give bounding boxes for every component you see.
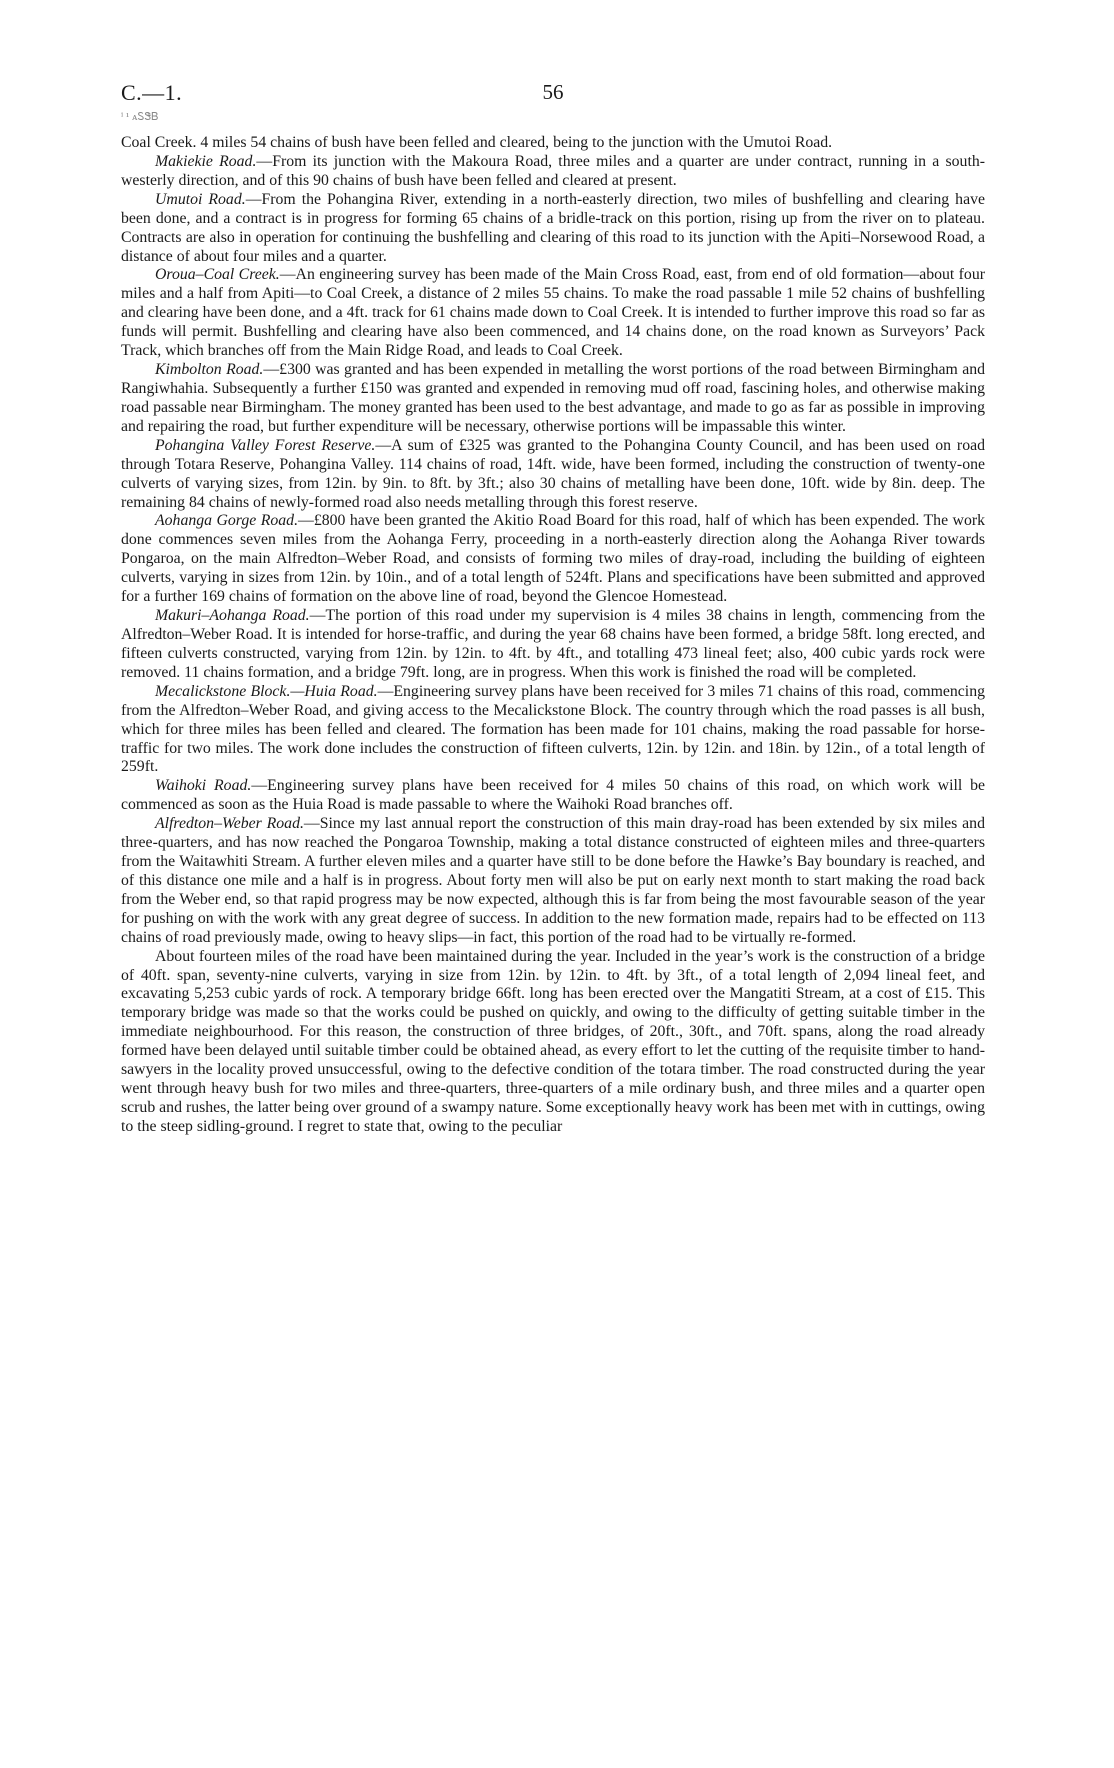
paragraph-title: Waihoki Road. <box>155 777 252 795</box>
paragraph-text: —The portion of this road under my supervision is 4 miles 38 chains in length, commencing from the Alfredton–Weber Road. It is intended for horse-traffic, and during the year 68 chains have been formed, a bridge 58ft. long erected, and fifteen culverts constructed, varying from 12in. by 12in. to 4ft. by 4ft., and totalling 473 lineal feet; also, 400 cubic yards rock were removed. 11 chains formation, and a bridge 79ft. long, are in progress. When this work is finished the road will be completed. <box>121 607 986 681</box>
paragraph-text: —Engineering survey plans have been received for 3 miles 71 chains of this road, commencing from the Alfredton–Weber Road, and giving access to the Mecalickstone Block. The country through which the road passes is all bush, which for three miles has been felled and cleared. The formation has been made for 101 chains, making the road passable for horse-traffic for two miles. The work done includes the construction of fifteen culverts, 12in. by 12in. and 18in. by 12in., of a total length of 259ft. <box>121 682 985 776</box>
paragraph-waihoki-road <box>121 777 985 815</box>
paragraph-text: —£300 was granted and has been expended in metalling the worst portions of the road between Birmingham and Rangiwhahia. Subsequently a further £150 was granted and expended in removing mud off road, fascining holes, and otherwise making road passable near Birmingham. The money granted has been used to the best advantage, and made to go as far as possible in improving and repairing the road, but further expenditure will be necessary, otherwise portions will be impassable this winter. <box>121 361 986 435</box>
paragraph-text: —From its junction with the Makoura Road, three miles and a quarter are under contract, running in a south-westerly direction, and of this 90 chains of bush have been felled and cleared at present. <box>121 152 986 189</box>
page-number: 56 <box>542 80 564 104</box>
paragraph-title: Pohangina Valley Forest Reserve. <box>155 436 376 454</box>
paragraph-title: Umutoi Road. <box>155 190 246 208</box>
paragraph-title: Makuri–Aohanga Road. <box>155 607 310 625</box>
document-body <box>121 134 985 1137</box>
paragraph-makiekie-road <box>121 153 985 191</box>
paragraph-kimbolton-road <box>121 361 985 437</box>
paragraph-makuri-aohanga-road <box>121 607 985 683</box>
paragraph-title: Alfredton–Weber Road. <box>155 815 304 833</box>
paragraph-alfredton-weber-road <box>121 815 985 947</box>
paragraph-umutoi-road <box>121 191 985 267</box>
page-header <box>121 80 985 123</box>
paragraph-pohangina-valley-forest-reserve <box>121 437 985 513</box>
paragraph-coal-creek-continued: Coal Creek. 4 miles 54 chains of bush have been felled and cleared, being to the junction with the Umutoi Road. <box>121 134 833 151</box>
paragraph-title: Mecalickstone Block.—Huia Road. <box>155 682 378 700</box>
paragraph-title: Kimbolton Road. <box>155 361 264 379</box>
paragraph-text: About fourteen miles of the road have been maintained during the year. Included in the year’s work is the construction of a bridge of 40ft. span, seventy-nine culverts, varying in size from 12in. by 12in. to 4ft. by 3ft., of a total length of 2,094 lineal feet, and excavating 5,253 cubic yards of rock. A temporary bridge 66ft. long has been erected over the Mangatiti Stream, at a cost of £15. This temporary bridge was made so that the works could be pushed on quickly, and owing to the difficulty of getting suitable timber in the immediate neighbourhood. For this reason, the construction of three bridges, of 20ft., 30ft., and 70ft. spans, along the road already formed have been delayed until suitable timber could be obtained ahead, as every effort to let the cutting of the requisite timber to hand-sawyers in the locality proved unsuccessful, owing to the defective condition of the totara timber. The road constructed during the year went through heavy bush for two miles and three-quarters, three-quarters of a mile ordinary bush, and three miles and a quarter open scrub and rushes, the latter being over ground of a swampy nature. Some exceptionally heavy work has been met with in cuttings, owing to the steep sidling-ground. I regret to state that, owing to the peculiar <box>121 947 985 1135</box>
paragraph-text: —A sum of £325 was granted to the Pohangina County Council, and has been used on road through Totara Reserve, Pohangina Valley. 114 chains of road, 14ft. wide, have been formed, including the construction of twenty-one culverts of varying sizes, from 12in. by 9in. to 8ft. by 3ft.; also 30 chains of metalling have been done, 10ft. wide by 8in. deep. The remaining 84 chains of newly-formed road also needs metalling through this forest reserve. <box>121 436 985 511</box>
paragraph-oroua-coal-creek <box>121 266 985 361</box>
paragraph-text: —An engineering survey has been made of the Main Cross Road, east, from end of old formation—about four miles and a half from Apiti—to Coal Creek, a distance of 2 miles 55 chains. To make the road passable 1 mile 52 chains of bushfelling and clearing have been done, and a 4ft. track for 61 chains made down to Coal Creek. It is intended to further improve this road so far as funds will permit. Bushfelling and clearing have also been commenced, and 14 chains done, on the road known as Surveyors’ Pack Track, which branches off from the Main Ridge Road, and leads to Coal Creek. <box>121 266 985 360</box>
paragraph-text: —£800 have been granted the Akitio Road Board for this road, half of which has been expended. The work done commences seven miles from the Aohanga Ferry, proceeding in a north-easterly direction along the Aohanga River towards Pongaroa, on the main Alfredton–Weber Road, and consists of forming two miles of dray-road, including the building of eighteen culverts, varying in sizes from 12in. by 10in., and of a total length of 524ft. Plans and specifications have been submitted and approved for a further 169 chains of formation on the above line of road, beyond the Glencoe Homestead. <box>121 512 985 606</box>
report-reference: C.—1. <box>121 80 183 105</box>
paragraph-text: —From the Pohangina River, extending in a north-easterly direction, two miles of bushfelling and clearing have been done, and a contract is in progress for forming 65 chains of a bridle-track on this portion, rising up from the river on to plateau. Contracts are also in operation for continuing the bushfelling and clearing of this road to its junction with the Apiti–Norsewood Road, a distance of about four miles and a quarter. <box>121 190 986 265</box>
paragraph-text: —Engineering survey plans have been received for 4 miles 50 chains of this road, on which work will be commenced as soon as the Huia Road is made passable to where the Waihoki Road branches off. <box>121 777 985 814</box>
paragraph-title: Oroua–Coal Creek. <box>155 266 280 284</box>
paragraph-title: Aohanga Gorge Road. <box>155 512 299 530</box>
paragraph-title: Makiekie Road. <box>155 152 257 170</box>
faint-stamp-mark: ⁱ ¹ ᴀᏚᏕᏴ <box>121 111 159 123</box>
paragraph-aohanga-gorge-road <box>121 512 985 607</box>
paragraph-mecalickstone-huia-road <box>121 683 985 778</box>
paragraph-text: —Since my last annual report the construction of this main dray-road has been extended by six miles and three-quarters, and has now reached the Pongaroa Township, making a total distance constructed of eighteen miles and three-quarters from the Waitawhiti Stream. A further eleven miles and a quarter have still to be done before the Hawke’s Bay boundary is reached, and of this distance one mile and a half is in progress. About forty men will also be put on early next month to start making the road back from the Weber end, so that rapid progress may be now expected, although this is far from being the most favourable season of the year for pushing on with the work with any great degree of success. In addition to the new formation made, repairs had to be effected on 113 chains of road previously made, owing to heavy slips—in fact, this portion of the road had to be virtually re-formed. <box>121 815 985 946</box>
paragraph-road-maintenance <box>121 948 985 1137</box>
